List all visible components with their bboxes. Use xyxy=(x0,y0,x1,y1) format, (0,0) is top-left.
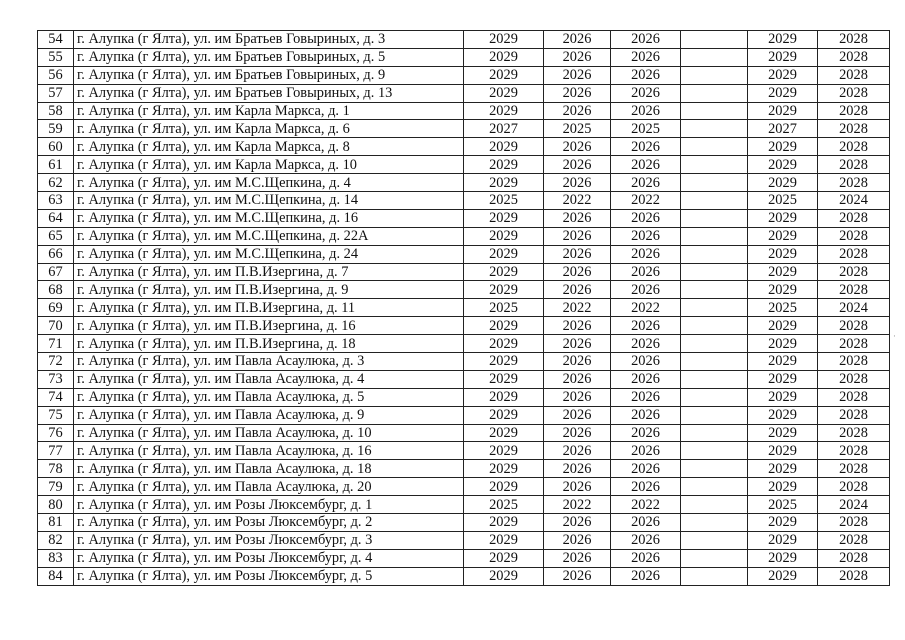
year-cell-5: 2029 xyxy=(748,406,818,424)
year-cell-5: 2029 xyxy=(748,102,818,120)
year-cell-4 xyxy=(681,102,748,120)
year-cell-5: 2029 xyxy=(748,353,818,371)
table-row xyxy=(38,102,890,120)
year-cell-5: 2025 xyxy=(748,192,818,210)
year-cell-1: 2029 xyxy=(464,317,544,335)
year-cell-1: 2029 xyxy=(464,514,544,532)
year-cell-2: 2026 xyxy=(544,514,611,532)
row-number-cell: 81 xyxy=(38,514,74,532)
year-cell-1: 2029 xyxy=(464,209,544,227)
table-row xyxy=(38,335,890,353)
year-cell-5: 2029 xyxy=(748,31,818,49)
table-row xyxy=(38,281,890,299)
row-number-cell: 83 xyxy=(38,549,74,567)
address-cell: г. Алупка (г Ялта), ул. им Братьев Говыриных, д. 5 xyxy=(74,48,464,66)
year-cell-5: 2029 xyxy=(748,84,818,102)
year-cell-3: 2026 xyxy=(611,531,681,549)
year-cell-2: 2026 xyxy=(544,335,611,353)
year-cell-5: 2029 xyxy=(748,317,818,335)
address-cell: г. Алупка (г Ялта), ул. им М.С.Щепкина, д. 22А xyxy=(74,227,464,245)
year-cell-2: 2026 xyxy=(544,370,611,388)
year-cell-4 xyxy=(681,478,748,496)
year-cell-4 xyxy=(681,120,748,138)
year-cell-6: 2024 xyxy=(818,299,890,317)
year-cell-4 xyxy=(681,353,748,371)
table-row xyxy=(38,496,890,514)
row-number-cell: 69 xyxy=(38,299,74,317)
year-cell-1: 2029 xyxy=(464,174,544,192)
row-number-cell: 67 xyxy=(38,263,74,281)
year-cell-4 xyxy=(681,549,748,567)
table-row xyxy=(38,227,890,245)
year-cell-4 xyxy=(681,192,748,210)
year-cell-2: 2026 xyxy=(544,48,611,66)
year-cell-6: 2028 xyxy=(818,227,890,245)
year-cell-4 xyxy=(681,514,748,532)
year-cell-2: 2026 xyxy=(544,263,611,281)
row-number-cell: 82 xyxy=(38,531,74,549)
year-cell-5: 2029 xyxy=(748,567,818,585)
year-cell-4 xyxy=(681,227,748,245)
year-cell-3: 2026 xyxy=(611,335,681,353)
year-cell-6: 2028 xyxy=(818,120,890,138)
year-cell-5: 2029 xyxy=(748,531,818,549)
address-cell: г. Алупка (г Ялта), ул. им М.С.Щепкина, д. 16 xyxy=(74,209,464,227)
year-cell-6: 2024 xyxy=(818,192,890,210)
table-row xyxy=(38,567,890,585)
year-cell-3: 2026 xyxy=(611,317,681,335)
address-cell: г. Алупка (г Ялта), ул. им Карла Маркса, д. 1 xyxy=(74,102,464,120)
year-cell-3: 2026 xyxy=(611,514,681,532)
year-cell-3: 2026 xyxy=(611,263,681,281)
row-number-cell: 79 xyxy=(38,478,74,496)
year-cell-3: 2022 xyxy=(611,192,681,210)
year-cell-2: 2025 xyxy=(544,120,611,138)
year-cell-6: 2028 xyxy=(818,263,890,281)
year-cell-5: 2029 xyxy=(748,227,818,245)
year-cell-4 xyxy=(681,567,748,585)
row-number-cell: 63 xyxy=(38,192,74,210)
address-cell: г. Алупка (г Ялта), ул. им Карла Маркса, д. 6 xyxy=(74,120,464,138)
year-cell-5: 2029 xyxy=(748,281,818,299)
year-cell-6: 2028 xyxy=(818,567,890,585)
year-cell-5: 2029 xyxy=(748,514,818,532)
row-number-cell: 60 xyxy=(38,138,74,156)
year-cell-1: 2029 xyxy=(464,102,544,120)
year-cell-1: 2029 xyxy=(464,263,544,281)
year-cell-1: 2029 xyxy=(464,335,544,353)
year-cell-5: 2027 xyxy=(748,120,818,138)
address-cell: г. Алупка (г Ялта), ул. им П.В.Изергина, д. 11 xyxy=(74,299,464,317)
table-row xyxy=(38,66,890,84)
year-cell-5: 2029 xyxy=(748,48,818,66)
table-row xyxy=(38,370,890,388)
address-cell: г. Алупка (г Ялта), ул. им М.С.Щепкина, д. 14 xyxy=(74,192,464,210)
address-cell: г. Алупка (г Ялта), ул. им Павла Асаулюка, д. 3 xyxy=(74,353,464,371)
year-cell-2: 2026 xyxy=(544,281,611,299)
year-cell-3: 2026 xyxy=(611,209,681,227)
year-cell-1: 2029 xyxy=(464,442,544,460)
year-cell-4 xyxy=(681,209,748,227)
year-cell-3: 2026 xyxy=(611,549,681,567)
year-cell-5: 2029 xyxy=(748,245,818,263)
year-cell-3: 2026 xyxy=(611,138,681,156)
year-cell-4 xyxy=(681,335,748,353)
year-cell-2: 2026 xyxy=(544,156,611,174)
address-cell: г. Алупка (г Ялта), ул. им П.В.Изергина, д. 7 xyxy=(74,263,464,281)
year-cell-6: 2028 xyxy=(818,549,890,567)
year-cell-3: 2026 xyxy=(611,388,681,406)
year-cell-4 xyxy=(681,66,748,84)
year-cell-4 xyxy=(681,531,748,549)
year-cell-5: 2025 xyxy=(748,496,818,514)
year-cell-1: 2025 xyxy=(464,192,544,210)
year-cell-6: 2028 xyxy=(818,317,890,335)
address-cell: г. Алупка (г Ялта), ул. им Розы Люксембург, д. 1 xyxy=(74,496,464,514)
table-row xyxy=(38,478,890,496)
year-cell-3: 2026 xyxy=(611,353,681,371)
address-cell: г. Алупка (г Ялта), ул. им Розы Люксембург, д. 3 xyxy=(74,531,464,549)
year-cell-4 xyxy=(681,496,748,514)
address-cell: г. Алупка (г Ялта), ул. им Павла Асаулюка, д. 4 xyxy=(74,370,464,388)
table-row xyxy=(38,406,890,424)
year-cell-5: 2025 xyxy=(748,299,818,317)
year-cell-4 xyxy=(681,370,748,388)
table-row xyxy=(38,48,890,66)
year-cell-1: 2025 xyxy=(464,496,544,514)
year-cell-3: 2026 xyxy=(611,48,681,66)
table-row xyxy=(38,317,890,335)
year-cell-3: 2026 xyxy=(611,442,681,460)
address-cell: г. Алупка (г Ялта), ул. им Павла Асаулюка, д. 9 xyxy=(74,406,464,424)
year-cell-4 xyxy=(681,317,748,335)
year-cell-2: 2026 xyxy=(544,209,611,227)
year-cell-6: 2028 xyxy=(818,442,890,460)
row-number-cell: 62 xyxy=(38,174,74,192)
year-cell-5: 2029 xyxy=(748,209,818,227)
year-cell-6: 2028 xyxy=(818,84,890,102)
year-cell-1: 2029 xyxy=(464,245,544,263)
year-cell-3: 2022 xyxy=(611,496,681,514)
year-cell-5: 2029 xyxy=(748,460,818,478)
address-cell: г. Алупка (г Ялта), ул. им П.В.Изергина, д. 9 xyxy=(74,281,464,299)
year-cell-3: 2026 xyxy=(611,478,681,496)
row-number-cell: 78 xyxy=(38,460,74,478)
row-number-cell: 71 xyxy=(38,335,74,353)
year-cell-2: 2026 xyxy=(544,388,611,406)
row-number-cell: 72 xyxy=(38,353,74,371)
table-row xyxy=(38,156,890,174)
year-cell-1: 2029 xyxy=(464,31,544,49)
year-cell-5: 2029 xyxy=(748,138,818,156)
schedule-table xyxy=(37,30,890,586)
address-cell: г. Алупка (г Ялта), ул. им Павла Асаулюка, д. 16 xyxy=(74,442,464,460)
year-cell-3: 2026 xyxy=(611,84,681,102)
address-cell: г. Алупка (г Ялта), ул. им Братьев Говыриных, д. 3 xyxy=(74,31,464,49)
year-cell-3: 2026 xyxy=(611,281,681,299)
year-cell-2: 2026 xyxy=(544,531,611,549)
row-number-cell: 65 xyxy=(38,227,74,245)
year-cell-6: 2028 xyxy=(818,102,890,120)
year-cell-2: 2022 xyxy=(544,496,611,514)
table-row xyxy=(38,460,890,478)
year-cell-1: 2029 xyxy=(464,424,544,442)
address-cell: г. Алупка (г Ялта), ул. им М.С.Щепкина, д. 4 xyxy=(74,174,464,192)
address-cell: г. Алупка (г Ялта), ул. им Братьев Говыриных, д. 13 xyxy=(74,84,464,102)
year-cell-6: 2028 xyxy=(818,478,890,496)
year-cell-5: 2029 xyxy=(748,263,818,281)
year-cell-1: 2029 xyxy=(464,567,544,585)
row-number-cell: 70 xyxy=(38,317,74,335)
year-cell-1: 2029 xyxy=(464,370,544,388)
year-cell-4 xyxy=(681,460,748,478)
year-cell-1: 2025 xyxy=(464,299,544,317)
year-cell-1: 2029 xyxy=(464,478,544,496)
year-cell-6: 2024 xyxy=(818,496,890,514)
year-cell-1: 2027 xyxy=(464,120,544,138)
table-row xyxy=(38,531,890,549)
year-cell-1: 2029 xyxy=(464,227,544,245)
address-cell: г. Алупка (г Ялта), ул. им Павла Асаулюка, д. 20 xyxy=(74,478,464,496)
table-row xyxy=(38,245,890,263)
row-number-cell: 76 xyxy=(38,424,74,442)
table-row xyxy=(38,174,890,192)
address-cell: г. Алупка (г Ялта), ул. им П.В.Изергина, д. 18 xyxy=(74,335,464,353)
table-row xyxy=(38,388,890,406)
address-cell: г. Алупка (г Ялта), ул. им Братьев Говыриных, д. 9 xyxy=(74,66,464,84)
year-cell-4 xyxy=(681,424,748,442)
year-cell-6: 2028 xyxy=(818,531,890,549)
year-cell-6: 2028 xyxy=(818,370,890,388)
year-cell-2: 2022 xyxy=(544,299,611,317)
address-cell: г. Алупка (г Ялта), ул. им Павла Асаулюка, д. 10 xyxy=(74,424,464,442)
row-number-cell: 54 xyxy=(38,31,74,49)
year-cell-6: 2028 xyxy=(818,353,890,371)
year-cell-6: 2028 xyxy=(818,424,890,442)
year-cell-1: 2029 xyxy=(464,48,544,66)
year-cell-4 xyxy=(681,388,748,406)
year-cell-3: 2026 xyxy=(611,460,681,478)
year-cell-6: 2028 xyxy=(818,48,890,66)
year-cell-6: 2028 xyxy=(818,66,890,84)
year-cell-3: 2026 xyxy=(611,102,681,120)
year-cell-6: 2028 xyxy=(818,31,890,49)
year-cell-3: 2026 xyxy=(611,66,681,84)
table-row xyxy=(38,353,890,371)
year-cell-6: 2028 xyxy=(818,406,890,424)
address-cell: г. Алупка (г Ялта), ул. им Розы Люксембург, д. 2 xyxy=(74,514,464,532)
year-cell-6: 2028 xyxy=(818,388,890,406)
year-cell-6: 2028 xyxy=(818,460,890,478)
address-cell: г. Алупка (г Ялта), ул. им М.С.Щепкина, д. 24 xyxy=(74,245,464,263)
year-cell-2: 2026 xyxy=(544,442,611,460)
year-cell-6: 2028 xyxy=(818,281,890,299)
year-cell-2: 2026 xyxy=(544,66,611,84)
year-cell-5: 2029 xyxy=(748,174,818,192)
year-cell-1: 2029 xyxy=(464,549,544,567)
table-row xyxy=(38,299,890,317)
table-row xyxy=(38,138,890,156)
row-number-cell: 64 xyxy=(38,209,74,227)
row-number-cell: 57 xyxy=(38,84,74,102)
row-number-cell: 80 xyxy=(38,496,74,514)
year-cell-1: 2029 xyxy=(464,281,544,299)
year-cell-2: 2026 xyxy=(544,31,611,49)
year-cell-4 xyxy=(681,138,748,156)
year-cell-5: 2029 xyxy=(748,478,818,496)
year-cell-3: 2026 xyxy=(611,174,681,192)
row-number-cell: 68 xyxy=(38,281,74,299)
row-number-cell: 84 xyxy=(38,567,74,585)
year-cell-2: 2026 xyxy=(544,478,611,496)
year-cell-6: 2028 xyxy=(818,335,890,353)
year-cell-2: 2026 xyxy=(544,84,611,102)
year-cell-2: 2026 xyxy=(544,138,611,156)
row-number-cell: 73 xyxy=(38,370,74,388)
year-cell-1: 2029 xyxy=(464,406,544,424)
year-cell-2: 2026 xyxy=(544,317,611,335)
table-row xyxy=(38,514,890,532)
year-cell-1: 2029 xyxy=(464,138,544,156)
year-cell-1: 2029 xyxy=(464,84,544,102)
year-cell-2: 2026 xyxy=(544,549,611,567)
table-body xyxy=(38,31,890,586)
table-row xyxy=(38,424,890,442)
year-cell-6: 2028 xyxy=(818,174,890,192)
year-cell-4 xyxy=(681,174,748,192)
table-row xyxy=(38,120,890,138)
year-cell-1: 2029 xyxy=(464,156,544,174)
table-row xyxy=(38,209,890,227)
year-cell-4 xyxy=(681,281,748,299)
year-cell-3: 2025 xyxy=(611,120,681,138)
year-cell-6: 2028 xyxy=(818,209,890,227)
address-cell: г. Алупка (г Ялта), ул. им Павла Асаулюка, д. 18 xyxy=(74,460,464,478)
year-cell-3: 2026 xyxy=(611,31,681,49)
year-cell-2: 2026 xyxy=(544,406,611,424)
year-cell-3: 2022 xyxy=(611,299,681,317)
year-cell-2: 2022 xyxy=(544,192,611,210)
year-cell-4 xyxy=(681,442,748,460)
table-row xyxy=(38,31,890,49)
year-cell-5: 2029 xyxy=(748,424,818,442)
year-cell-3: 2026 xyxy=(611,370,681,388)
year-cell-6: 2028 xyxy=(818,514,890,532)
row-number-cell: 74 xyxy=(38,388,74,406)
year-cell-1: 2029 xyxy=(464,66,544,84)
year-cell-1: 2029 xyxy=(464,388,544,406)
address-cell: г. Алупка (г Ялта), ул. им Карла Маркса, д. 8 xyxy=(74,138,464,156)
year-cell-2: 2026 xyxy=(544,227,611,245)
row-number-cell: 61 xyxy=(38,156,74,174)
table-row xyxy=(38,442,890,460)
address-cell: г. Алупка (г Ялта), ул. им Розы Люксембург, д. 4 xyxy=(74,549,464,567)
row-number-cell: 66 xyxy=(38,245,74,263)
year-cell-4 xyxy=(681,406,748,424)
year-cell-2: 2026 xyxy=(544,353,611,371)
table-row xyxy=(38,84,890,102)
address-cell: г. Алупка (г Ялта), ул. им Розы Люксембург, д. 5 xyxy=(74,567,464,585)
row-number-cell: 59 xyxy=(38,120,74,138)
year-cell-6: 2028 xyxy=(818,245,890,263)
table-row xyxy=(38,263,890,281)
year-cell-5: 2029 xyxy=(748,388,818,406)
year-cell-3: 2026 xyxy=(611,567,681,585)
year-cell-4 xyxy=(681,263,748,281)
year-cell-5: 2029 xyxy=(748,549,818,567)
year-cell-4 xyxy=(681,84,748,102)
year-cell-4 xyxy=(681,245,748,263)
year-cell-5: 2029 xyxy=(748,66,818,84)
row-number-cell: 75 xyxy=(38,406,74,424)
year-cell-6: 2028 xyxy=(818,156,890,174)
table-row xyxy=(38,192,890,210)
year-cell-4 xyxy=(681,156,748,174)
year-cell-2: 2026 xyxy=(544,424,611,442)
year-cell-4 xyxy=(681,48,748,66)
year-cell-5: 2029 xyxy=(748,442,818,460)
year-cell-2: 2026 xyxy=(544,174,611,192)
row-number-cell: 55 xyxy=(38,48,74,66)
row-number-cell: 77 xyxy=(38,442,74,460)
year-cell-3: 2026 xyxy=(611,156,681,174)
address-cell: г. Алупка (г Ялта), ул. им П.В.Изергина, д. 16 xyxy=(74,317,464,335)
year-cell-2: 2026 xyxy=(544,245,611,263)
scan-artifact-mark: · xyxy=(893,332,896,342)
year-cell-1: 2029 xyxy=(464,531,544,549)
year-cell-4 xyxy=(681,299,748,317)
year-cell-2: 2026 xyxy=(544,102,611,120)
year-cell-5: 2029 xyxy=(748,156,818,174)
year-cell-1: 2029 xyxy=(464,460,544,478)
year-cell-2: 2026 xyxy=(544,460,611,478)
year-cell-5: 2029 xyxy=(748,335,818,353)
row-number-cell: 56 xyxy=(38,66,74,84)
year-cell-3: 2026 xyxy=(611,227,681,245)
year-cell-3: 2026 xyxy=(611,424,681,442)
year-cell-5: 2029 xyxy=(748,370,818,388)
row-number-cell: 58 xyxy=(38,102,74,120)
year-cell-1: 2029 xyxy=(464,353,544,371)
table-row xyxy=(38,549,890,567)
year-cell-3: 2026 xyxy=(611,406,681,424)
year-cell-4 xyxy=(681,31,748,49)
year-cell-6: 2028 xyxy=(818,138,890,156)
address-cell: г. Алупка (г Ялта), ул. им Павла Асаулюка, д. 5 xyxy=(74,388,464,406)
year-cell-2: 2026 xyxy=(544,567,611,585)
address-cell: г. Алупка (г Ялта), ул. им Карла Маркса, д. 10 xyxy=(74,156,464,174)
year-cell-3: 2026 xyxy=(611,245,681,263)
